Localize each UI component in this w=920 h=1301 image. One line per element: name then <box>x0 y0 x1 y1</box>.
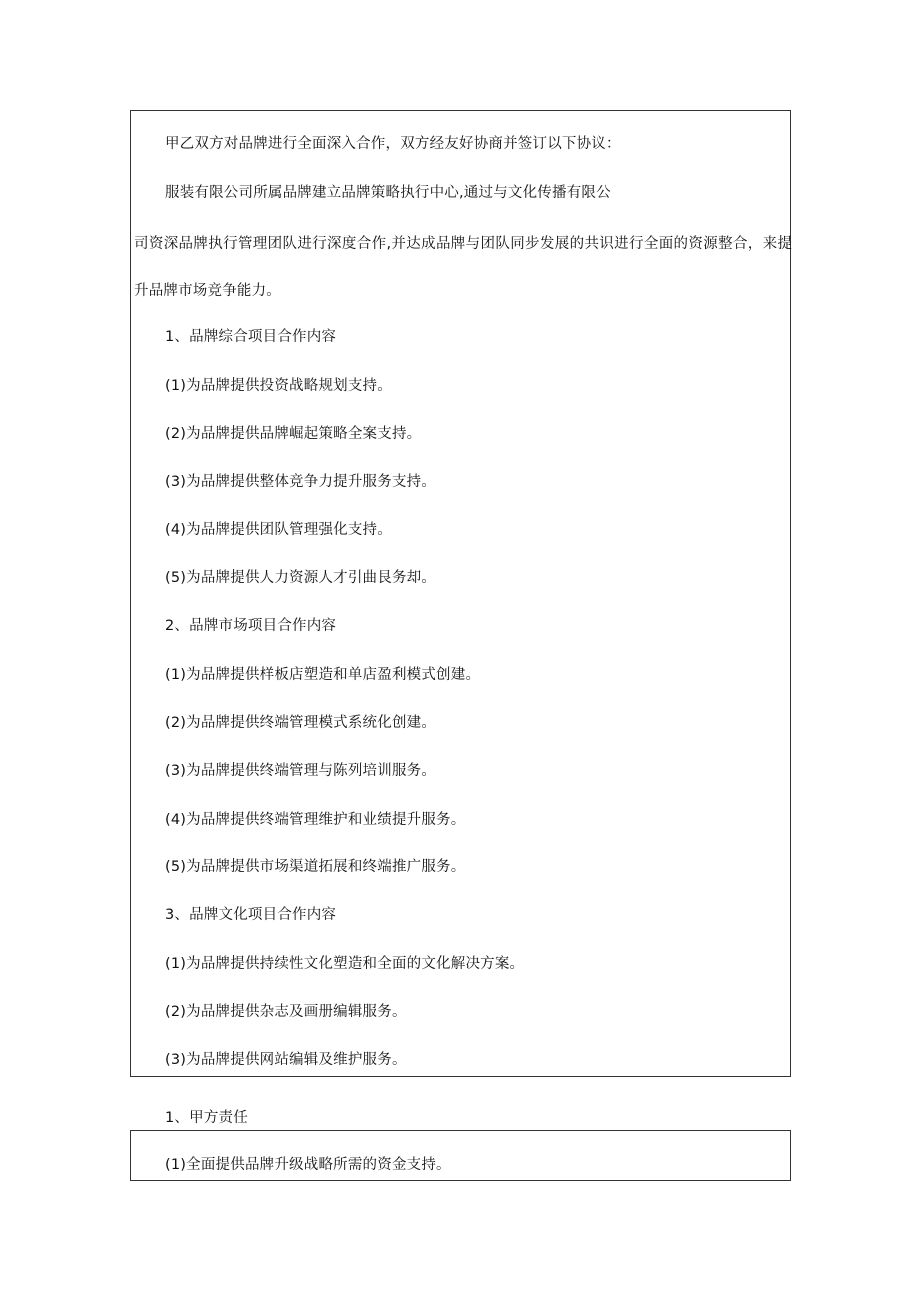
section-2-item: (5)为品牌提供市场渠道拓展和终端推广服务。 <box>165 859 466 875</box>
responsibility-item: (1)全面提供品牌升级战略所需的资金支持。 <box>165 1157 451 1173</box>
section-3-title: 3、品牌文化项目合作内容 <box>165 907 337 923</box>
section-2-item: (4)为品牌提供终端管理维护和业绩提升服务。 <box>165 812 466 828</box>
section-1-item: (1)为品牌提供投资战略规划支持。 <box>165 378 392 394</box>
section-1-item: (3)为品牌提供整体竞争力提升服务支持。 <box>165 474 437 490</box>
section-3-item: (2)为品牌提供杂志及画册编辑服务。 <box>165 1004 407 1020</box>
responsibility-title: 1、甲方责任 <box>165 1110 248 1126</box>
paragraph-line-2: 司资深品牌执行管理团队进行深度合作,并达成品牌与团队同步发展的共识进行全面的资源整合，来提 <box>134 236 793 252</box>
section-1-item: (4)为品牌提供团队管理强化支持。 <box>165 522 392 538</box>
section-3-item: (1)为品牌提供持续性文化塑造和全面的文化解决方案。 <box>165 956 525 972</box>
section-2-item: (3)为品牌提供终端管理与陈列培训服务。 <box>165 763 437 779</box>
paragraph-line-1: 服装有限公司所属品牌建立品牌策略执行中心,通过与文化传播有限公 <box>165 185 611 201</box>
section-1-item: (5)为品牌提供人力资源人才引曲艮务却。 <box>165 570 437 586</box>
section-2-item: (2)为品牌提供终端管理模式系统化创建。 <box>165 715 437 731</box>
section-2-title: 2、品牌市场项目合作内容 <box>165 618 337 634</box>
paragraph-line-3: 升品牌市场竞争能力。 <box>134 283 281 299</box>
agreement-content-box <box>130 110 791 1077</box>
section-3-item: (3)为品牌提供网站编辑及维护服务。 <box>165 1052 407 1068</box>
section-1-item: (2)为品牌提供品牌崛起策略全案支持。 <box>165 426 422 442</box>
section-1-title: 1、品牌综合项目合作内容 <box>165 329 337 345</box>
section-2-item: (1)为品牌提供样板店塑造和单店盈利模式创建。 <box>165 667 481 683</box>
intro-text: 甲乙双方对品牌进行全面深入合作，双方经友好协商并签订以下协议： <box>165 136 621 152</box>
